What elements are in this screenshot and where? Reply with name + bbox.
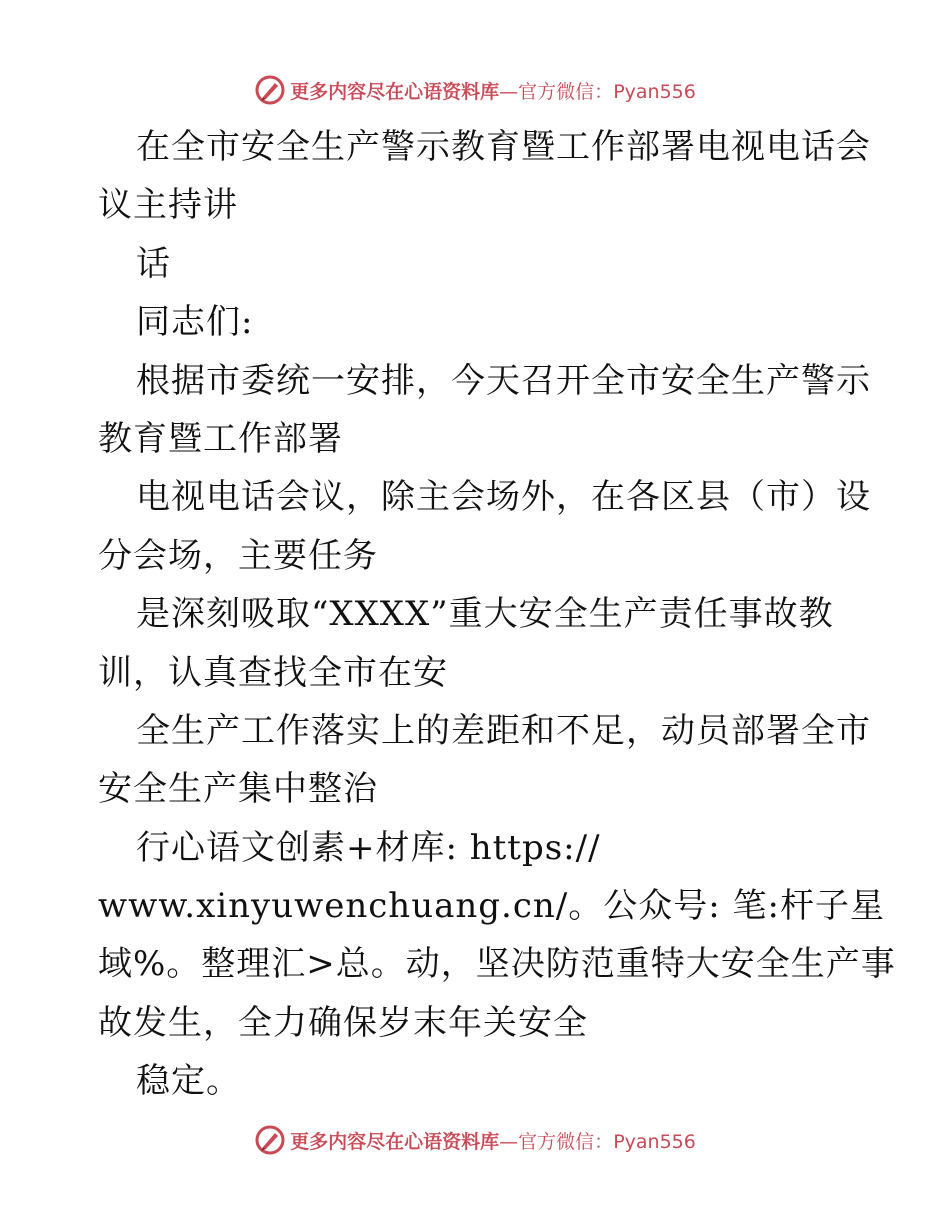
text-line: 行心语文创素+材库: https:// <box>136 827 601 868</box>
text-line: 同志们: <box>136 302 254 343</box>
banner-wechat-id: Pyan556 <box>613 80 696 103</box>
text-line: 分会场，主要任务 <box>98 535 378 576</box>
text-line: 是深刻吸取“XXXX”重大安全生产责任事故教 <box>136 594 834 635</box>
banner-text <box>290 77 696 104</box>
text-line: 全生产工作落实上的差距和不足，动员部署全市 <box>136 710 871 751</box>
text-line: 根据市委统一安排，今天召开全市安全生产警示 <box>136 360 871 401</box>
text-line: 训，认真查找全市在安 <box>98 652 448 693</box>
text-line: 话 <box>136 243 171 284</box>
text-line: www.xinyuwenchuang.cn/。公众号: 笔:杆子星 <box>98 886 885 927</box>
text-line: 议主持讲 <box>98 185 238 226</box>
banner-wechat-label: 官方微信： <box>518 1130 614 1153</box>
text-line: 教育暨工作部署 <box>98 418 343 459</box>
text-line: 稳定。 <box>136 1061 241 1102</box>
document-body <box>98 118 896 1111</box>
banner-text <box>290 1127 696 1154</box>
pen-logo-icon <box>254 74 286 106</box>
banner-dash: — <box>499 1130 519 1153</box>
banner-main-text: 更多内容尽在心语资料库 <box>290 80 500 103</box>
banner-wechat-label: 官方微信： <box>518 80 614 103</box>
banner-dash: — <box>499 80 519 103</box>
header-banner <box>0 72 950 108</box>
text-line: 在全市安全生产警示教育暨工作部署电视电话会 <box>136 127 871 167</box>
text-line: 安全生产集中整治 <box>98 769 378 810</box>
footer-banner <box>0 1122 950 1158</box>
banner-wechat-id: Pyan556 <box>613 1130 696 1153</box>
text-line: 域%。整理汇>总。动，坚决防范重特大安全生产事 <box>98 944 896 985</box>
text-line: 故发生，全力确保岁末年关安全 <box>98 1002 588 1043</box>
banner-main-text: 更多内容尽在心语资料库 <box>290 1130 500 1153</box>
pen-logo-icon <box>254 1124 286 1156</box>
text-line: 电视电话会议，除主会场外，在各区县（市）设 <box>136 477 871 518</box>
